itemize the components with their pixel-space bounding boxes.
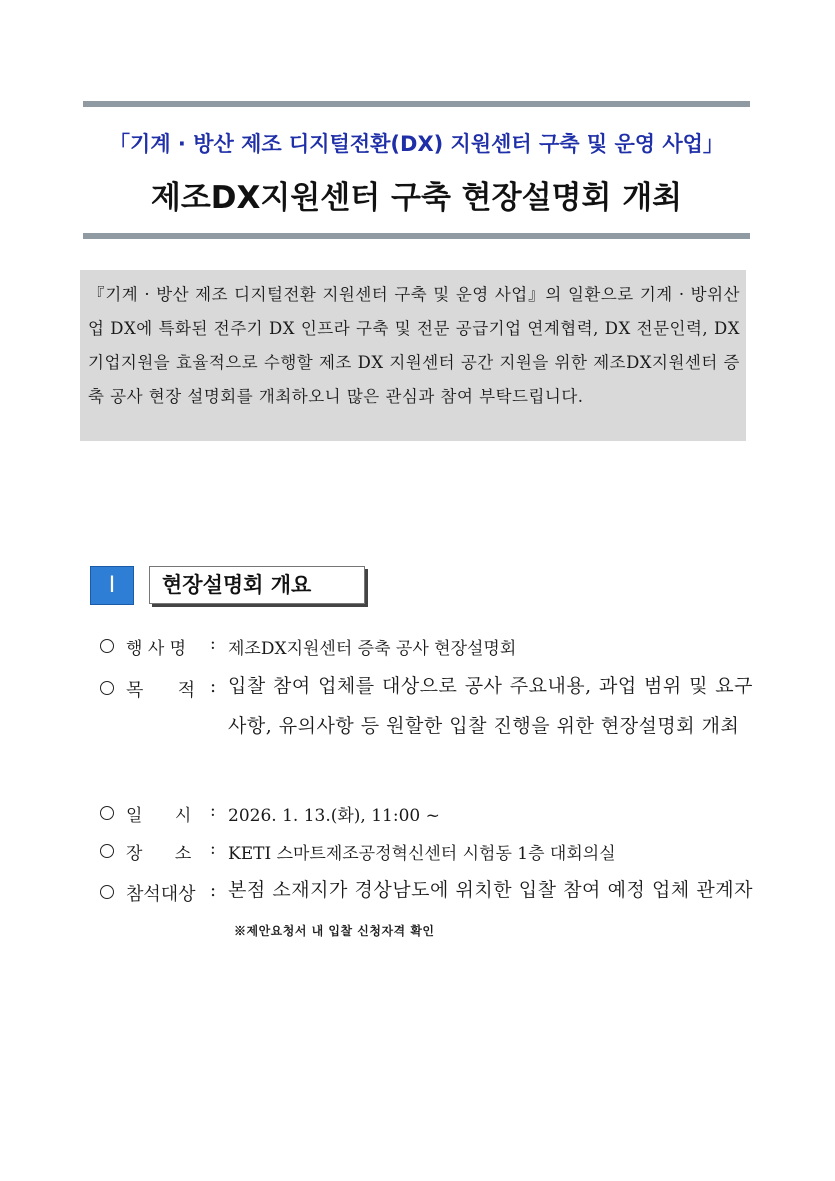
item-value-wrap bbox=[228, 870, 753, 951]
eligibility-note: ※제안요청서 내 입찰 신청자격 확인 bbox=[234, 924, 435, 938]
item-label: 행 사 명 bbox=[126, 639, 187, 659]
item-colon: : bbox=[210, 839, 216, 859]
circle-bullet-icon bbox=[100, 639, 114, 653]
item-colon: : bbox=[210, 634, 216, 654]
intro-box bbox=[80, 270, 746, 441]
item-colon: : bbox=[210, 880, 217, 901]
page-title: 제조DX지원센터 구축 현장설명회 개최 bbox=[150, 180, 683, 216]
page-subtitle: 「기계 · 방산 제조 디지털전환(DX) 지원센터 구축 및 운영 사업」 bbox=[109, 132, 724, 156]
circle-bullet-icon bbox=[100, 806, 114, 820]
section-number: I bbox=[90, 566, 134, 605]
item-value: 2026. 1. 13.(화), 11:00 ~ bbox=[228, 806, 440, 826]
item-value: 제조DX지원센터 증축 공사 현장설명회 bbox=[228, 639, 517, 659]
circle-bullet-icon bbox=[100, 885, 114, 899]
item-label: 참석대상 bbox=[126, 884, 196, 905]
section-title: 현장설명회 개요 bbox=[149, 566, 365, 604]
intro-text: 『기계 · 방산 제조 디지털전환 지원센터 구축 및 운영 사업』의 일환으로 기계 · 방위산업 DX에 특화된 전주기 DX 인프라 구축 및 전문 공급기업 연계협력, DX 전문인력, DX 기업지원을 효율적으로 수행할 제조 DX 지원센터 공간 지원을 위한 제조DX지원센터 증축 공사 현장 설명회를 개최하오니 많은 관심과 참여 부탁드립니다. bbox=[88, 285, 740, 406]
item-colon: : bbox=[210, 801, 216, 821]
item-label: 일 시 bbox=[126, 806, 192, 826]
top-rule bbox=[83, 101, 750, 107]
item-value: 입찰 참여 업체를 대상으로 공사 주요내용, 과업 범위 및 요구사항, 유의사항 등 원할한 입찰 진행을 위한 현장설명회 개최 bbox=[228, 675, 753, 737]
item-value: 본점 소재지가 경상남도에 위치한 입찰 참여 예정 업체 관계자 bbox=[228, 879, 753, 901]
circle-bullet-icon bbox=[100, 681, 114, 695]
circle-bullet-icon bbox=[100, 844, 114, 858]
item-colon: : bbox=[210, 676, 217, 697]
item-label: 목 적 bbox=[126, 680, 196, 701]
item-label: 장 소 bbox=[126, 844, 192, 864]
bottom-rule bbox=[83, 233, 750, 239]
item-value: KETI 스마트제조공정혁신센터 시험동 1층 대회의실 bbox=[228, 844, 616, 864]
